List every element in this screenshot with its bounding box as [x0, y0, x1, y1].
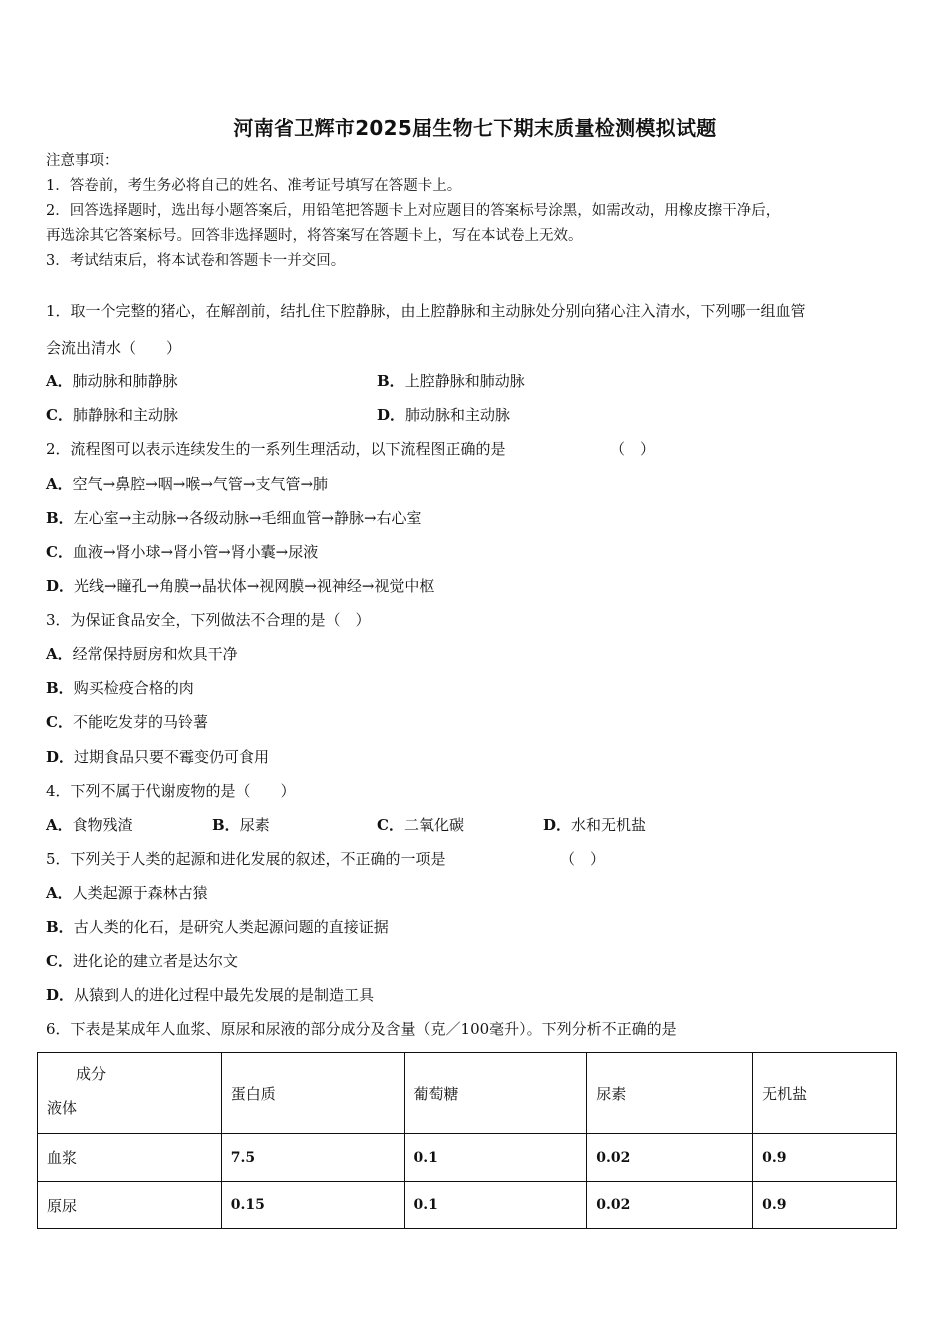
- corner-cell: [38, 1053, 222, 1134]
- column-header: 葡萄糖: [404, 1053, 587, 1134]
- option-row: [46, 405, 896, 425]
- composition-table: [37, 1052, 897, 1229]
- option-c[interactable]: C．二氧化碳: [377, 816, 464, 834]
- question-stem: 1．取一个完整的猪心，在解剖前，结扎住下腔静脉，由上腔静脉和主动脉处分别向猪心注入清水，下列哪一组血管: [46, 302, 806, 320]
- option-b[interactable]: B．尿素: [212, 816, 270, 834]
- table-cell: 7.5: [221, 1134, 404, 1182]
- option-c[interactable]: C．不能吃发芽的马铃薯: [46, 713, 208, 731]
- table-row: [38, 1182, 897, 1229]
- option-row: [46, 371, 896, 391]
- option-b[interactable]: B．古人类的化石，是研究人类起源问题的直接证据: [46, 918, 389, 936]
- table-cell: 0.9: [753, 1134, 897, 1182]
- table-cell: 0.1: [404, 1134, 587, 1182]
- table-cell: 0.15: [221, 1182, 404, 1229]
- corner-top-label: 成分: [76, 1065, 107, 1083]
- option-a[interactable]: A．肺动脉和肺静脉: [46, 372, 178, 390]
- row-label: 血浆: [38, 1134, 222, 1182]
- question-stem-text: 2．流程图可以表示连续发生的一系列生理活动，以下流程图正确的是: [46, 440, 506, 458]
- notes-item: 2．回答选择题时，选出每小题答案后，用铅笔把答题卡上对应题目的答案标号涂黑，如需改动，用橡皮擦干净后，: [46, 203, 781, 219]
- page-title: 河南省卫辉市2025届生物七下期末质量检测模拟试题: [233, 116, 717, 140]
- option-d[interactable]: D．过期食品只要不霉变仍可食用: [46, 748, 270, 766]
- notes-item: 再选涂其它答案标号。回答非选择题时，将答案写在答题卡上，写在本试卷上无效。: [46, 228, 583, 244]
- question-stem: [46, 439, 656, 459]
- option-a[interactable]: A．经常保持厨房和炊具干净: [46, 645, 238, 663]
- option-a[interactable]: A．空气→鼻腔→咽→喉→气管→支气管→肺: [46, 475, 329, 493]
- question-stem: 3．为保证食品安全，下列做法不合理的是（ ）: [46, 611, 371, 629]
- corner-bottom-label: 液体: [47, 1099, 78, 1117]
- option-b[interactable]: B．上腔静脉和肺动脉: [377, 372, 525, 390]
- option-d[interactable]: D．肺动脉和主动脉: [377, 406, 511, 424]
- row-label: 原尿: [38, 1182, 222, 1229]
- option-a[interactable]: A．人类起源于森林古猿: [46, 884, 208, 902]
- column-header: 蛋白质: [221, 1053, 404, 1134]
- notes-item: 1．答卷前，考生务必将自己的姓名、准考证号填写在答题卡上。: [46, 178, 462, 194]
- table-cell: 0.9: [753, 1182, 897, 1229]
- option-c[interactable]: C．血液→肾小球→肾小管→肾小囊→尿液: [46, 543, 319, 561]
- option-c[interactable]: C．肺静脉和主动脉: [46, 406, 178, 424]
- table-row: [38, 1134, 897, 1182]
- question-stem: [46, 849, 606, 869]
- column-header: 无机盐: [753, 1053, 897, 1134]
- table-cell: 0.1: [404, 1182, 587, 1229]
- question-stem-text: 5．下列关于人类的起源和进化发展的叙述，不正确的一项是: [46, 850, 446, 868]
- table-cell: 0.02: [587, 1134, 753, 1182]
- option-b[interactable]: B．左心室→主动脉→各级动脉→毛细血管→静脉→右心室: [46, 509, 422, 527]
- option-c[interactable]: C．进化论的建立者是达尔文: [46, 952, 238, 970]
- question-stem: 4．下列不属于代谢废物的是（ ）: [46, 782, 296, 800]
- option-d[interactable]: D．水和无机盐: [543, 816, 647, 834]
- question-stem: 6．下表是某成年人血浆、原尿和尿液的部分成分及含量（克／100毫升）。下列分析不正确的是: [46, 1020, 677, 1038]
- table-header-row: [38, 1053, 897, 1134]
- table-cell: 0.02: [587, 1182, 753, 1229]
- notes-heading: 注意事项：: [46, 153, 119, 169]
- option-a[interactable]: A．食物残渣: [46, 816, 133, 834]
- column-header: 尿素: [587, 1053, 753, 1134]
- answer-paren: （ ）: [610, 440, 656, 458]
- option-d[interactable]: D．从猿到人的进化过程中最先发展的是制造工具: [46, 986, 375, 1004]
- option-b[interactable]: B．购买检疫合格的肉: [46, 679, 194, 697]
- question-stem-continued: 会流出清水（ ）: [46, 339, 182, 357]
- notes-item: 3．考试结束后，将本试卷和答题卡一并交回。: [46, 253, 346, 269]
- answer-paren: （ ）: [560, 850, 606, 868]
- option-d[interactable]: D．光线→瞳孔→角膜→晶状体→视网膜→视神经→视觉中枢: [46, 577, 435, 595]
